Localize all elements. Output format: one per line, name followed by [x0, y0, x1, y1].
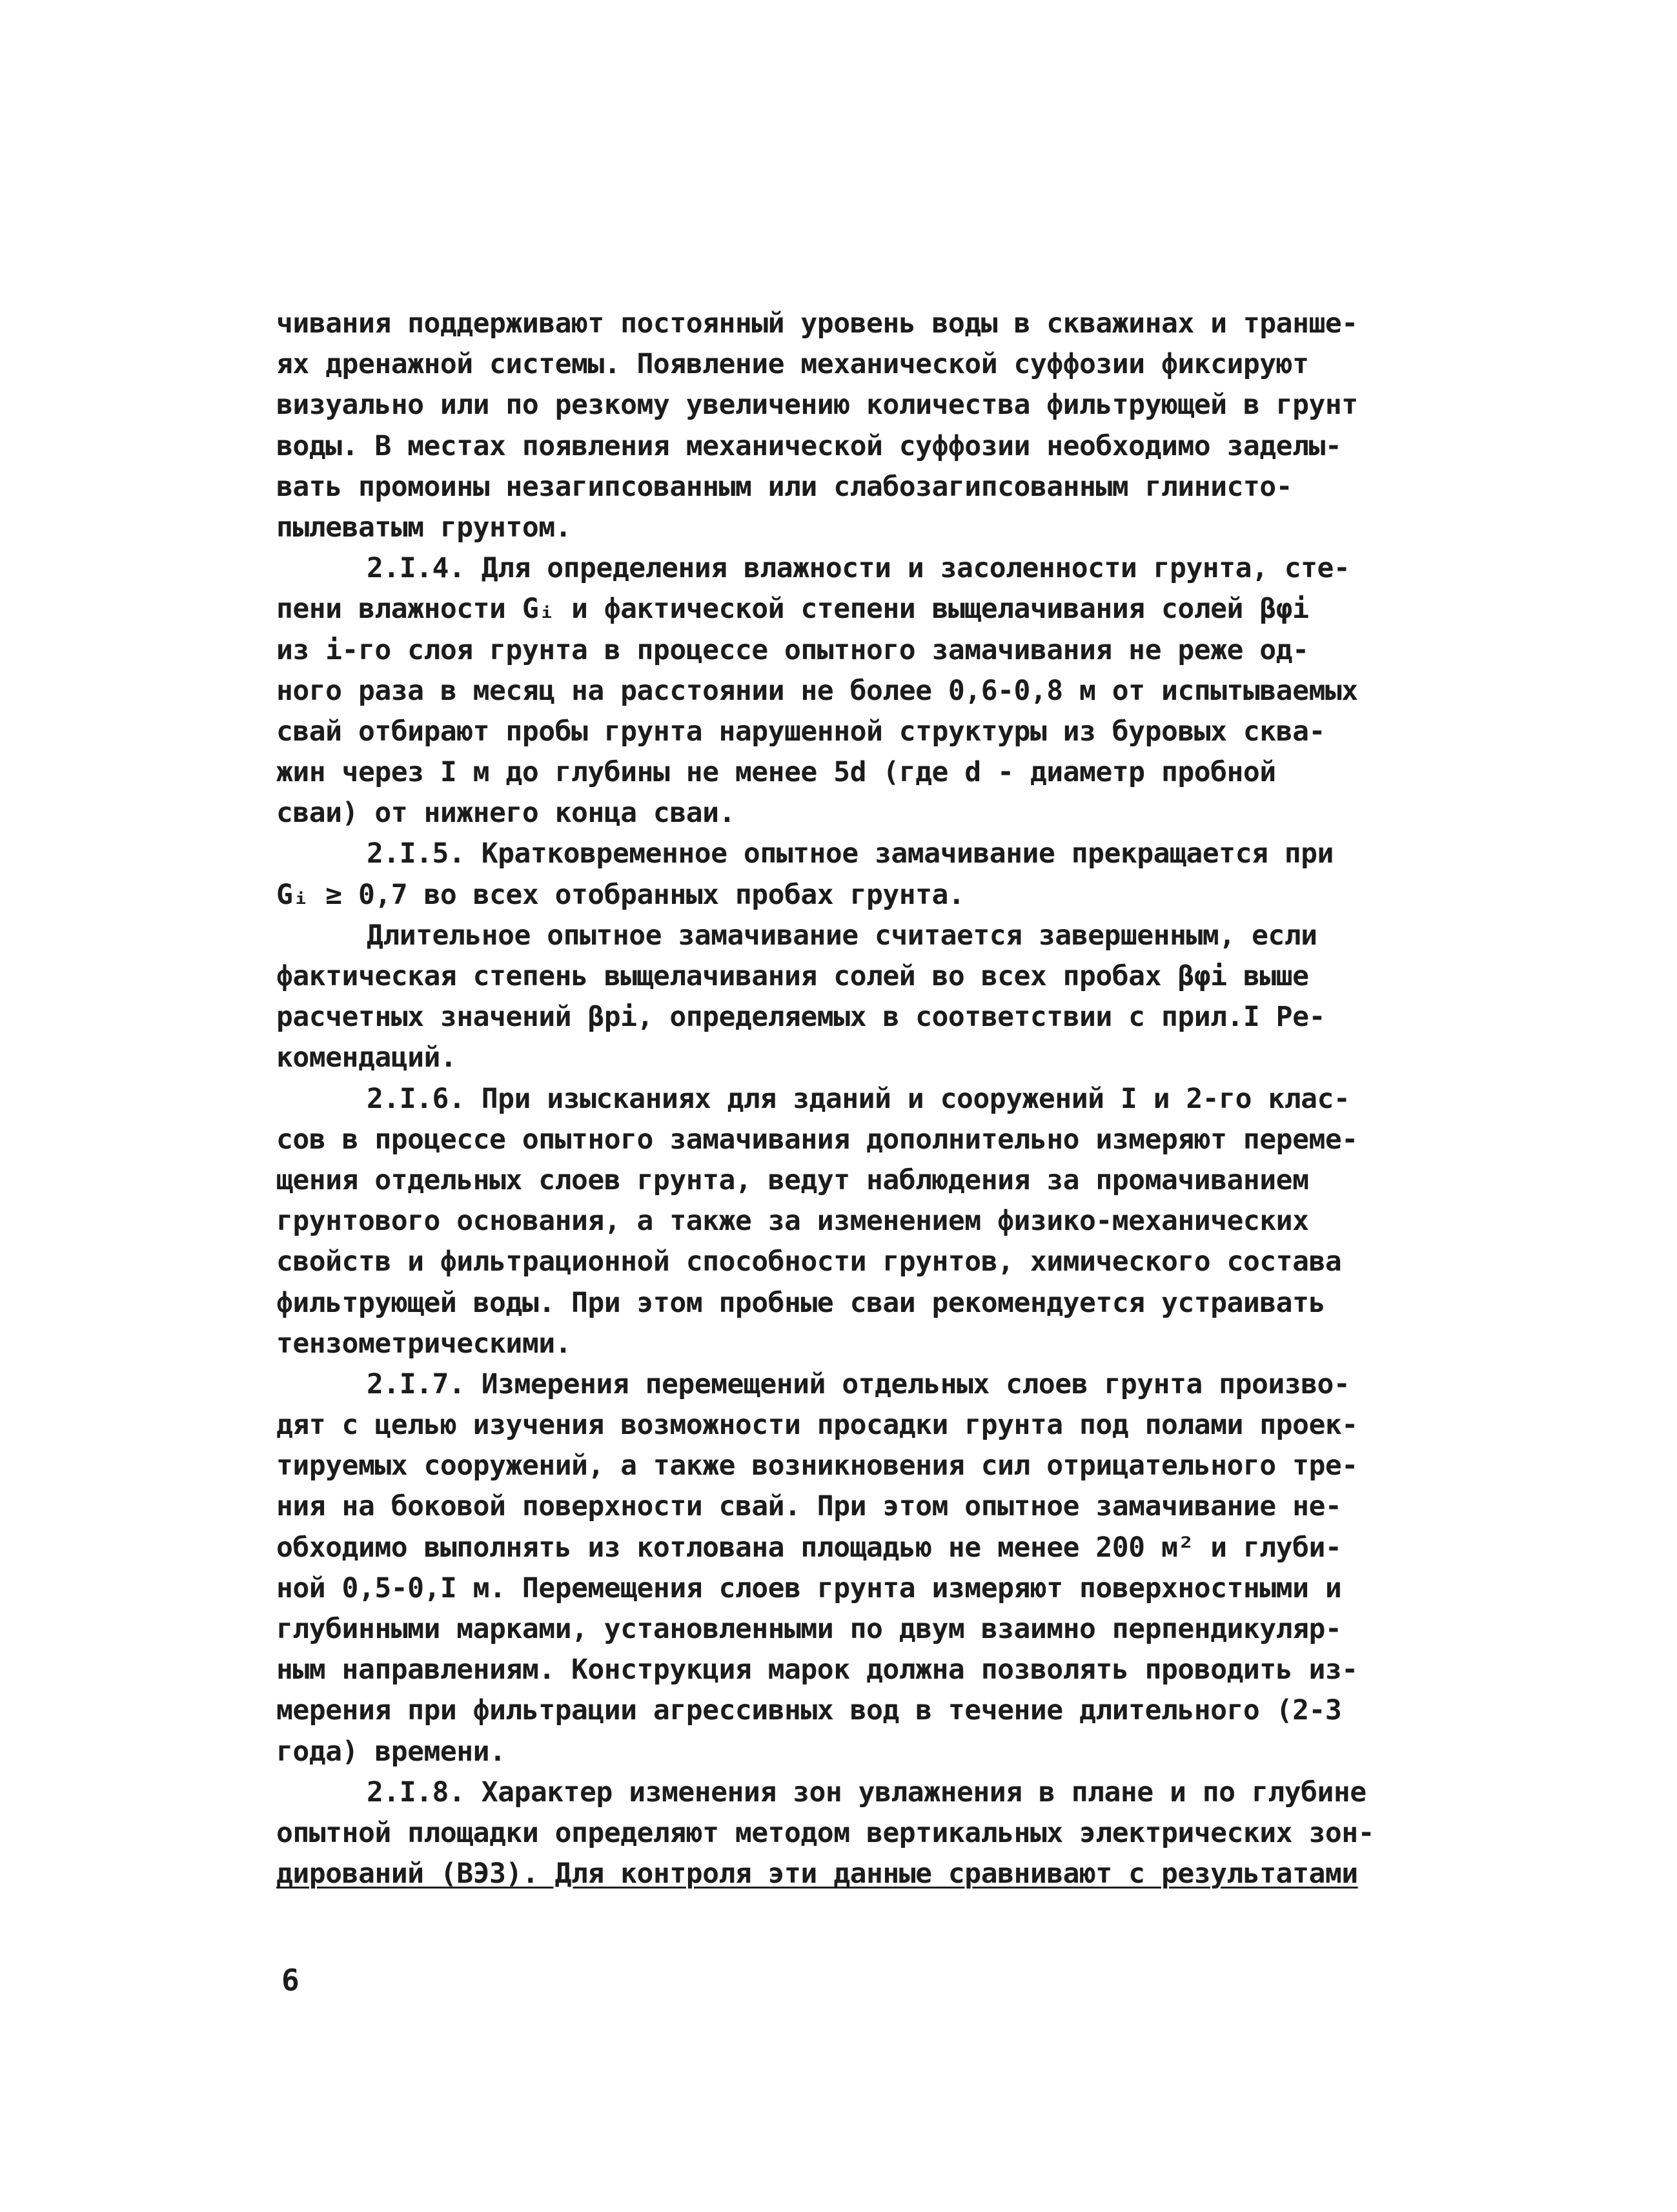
section-2-1-5-start: 2.I.5. Кратковременное опытное замачивание прекращается при	[367, 837, 1334, 870]
text-line: тензометрическими.	[276, 1327, 571, 1360]
text-line: пени влажности Gᵢ и фактической степени выщелачивания солей βφi	[276, 593, 1309, 626]
text-line: фильтрующей воды. При этом пробные сваи рекомендуется устраивать	[276, 1286, 1325, 1319]
text-line: Gᵢ ≥ 0,7 во всех отобранных пробах грунта.	[276, 878, 965, 911]
paragraph-start: Длительное опытное замачивание считается завершенным, если	[367, 919, 1317, 952]
text-line: ной 0,5-0,I м. Перемещения слоев грунта измеряют поверхностными и	[276, 1572, 1342, 1604]
text-line: свойств и фильтрационной способности грунтов, химического состава	[276, 1245, 1342, 1278]
body-text	[276, 303, 1387, 1894]
text-line: ях дренажной системы. Появление механической суффозии фиксируют	[276, 348, 1309, 381]
text-line: сов в процессе опытного замачивания дополнительно измеряют переме-	[276, 1123, 1358, 1156]
text-line: грунтового основания, а также за изменением физико-механических	[276, 1205, 1309, 1238]
text-line: тируемых сооружений, а также возникновения сил отрицательного тре-	[276, 1449, 1358, 1482]
section-2-1-8-start: 2.I.8. Характер изменения зон увлажнения в плане и по глубине	[367, 1776, 1367, 1808]
section-2-1-6-start: 2.I.6. При изысканиях для зданий и сооружений I и 2-го клас-	[367, 1082, 1350, 1115]
text-line: жин через I м до глубины не менее 5d (где d - диаметр пробной	[276, 756, 1276, 789]
text-line: щения отдельных слоев грунта, ведут наблюдения за промачиванием	[276, 1163, 1309, 1196]
text-line: ным направлениям. Конструкция марок должна позволять проводить из-	[276, 1654, 1358, 1686]
text-line: мерения при фильтрации агрессивных вод в течение длительного (2-3	[276, 1694, 1342, 1727]
text-line: дят с целью изучения возможности просадки грунта под полами проек-	[276, 1409, 1358, 1442]
text-line: из i-го слоя грунта в процессе опытного замачивания не реже од-	[276, 633, 1309, 666]
text-line: свай отбирают пробы грунта нарушенной структуры из буровых сква-	[276, 715, 1325, 748]
text-line: расчетных значений βpi, определяемых в соответствии с прил.I Ре-	[276, 1001, 1325, 1034]
section-2-1-7-start: 2.I.7. Измерения перемещений отдельных слоев грунта произво-	[367, 1367, 1350, 1400]
text-line: чивания поддерживают постоянный уровень воды в скважинах и транше-	[276, 307, 1358, 340]
text-line: года) времени.	[276, 1735, 506, 1768]
text-line: визуально или по резкому увеличению количества фильтрующей в грунт	[276, 389, 1358, 422]
text-line: пылеватым грунтом.	[276, 511, 571, 544]
text-line: комендаций.	[276, 1041, 457, 1074]
text-line-underlined: дирований (ВЭЗ). Для контроля эти данные сравнивают с результатами	[276, 1858, 1358, 1890]
text-line: фактическая степень выщелачивания солей во всех пробах βφi выше	[276, 960, 1309, 992]
section-2-1-4-start: 2.I.4. Для определения влажности и засоленности грунта, сте-	[367, 552, 1350, 585]
text-line: глубинными марками, установленными по двум взаимно перпендикуляр-	[276, 1613, 1342, 1645]
text-line: опытной площадки определяют методом вертикальных электрических зон-	[276, 1816, 1375, 1849]
text-line: ния на боковой поверхности свай. При этом опытное замачивание не-	[276, 1490, 1342, 1523]
text-line: вать промоины незагипсованным или слабозагипсованным глинисто-	[276, 470, 1293, 503]
text-line: воды. В местах появления механической суффозии необходимо заделы-	[276, 429, 1342, 462]
text-line: ного раза в месяц на расстоянии не более 0,6-0,8 м от испытываемых	[276, 674, 1358, 707]
text-line: сваи) от нижнего конца сваи.	[276, 797, 735, 830]
text-line: обходимо выполнять из котлована площадью не менее 200 м² и глуби-	[276, 1531, 1342, 1564]
page-number: 6	[281, 1963, 300, 1998]
